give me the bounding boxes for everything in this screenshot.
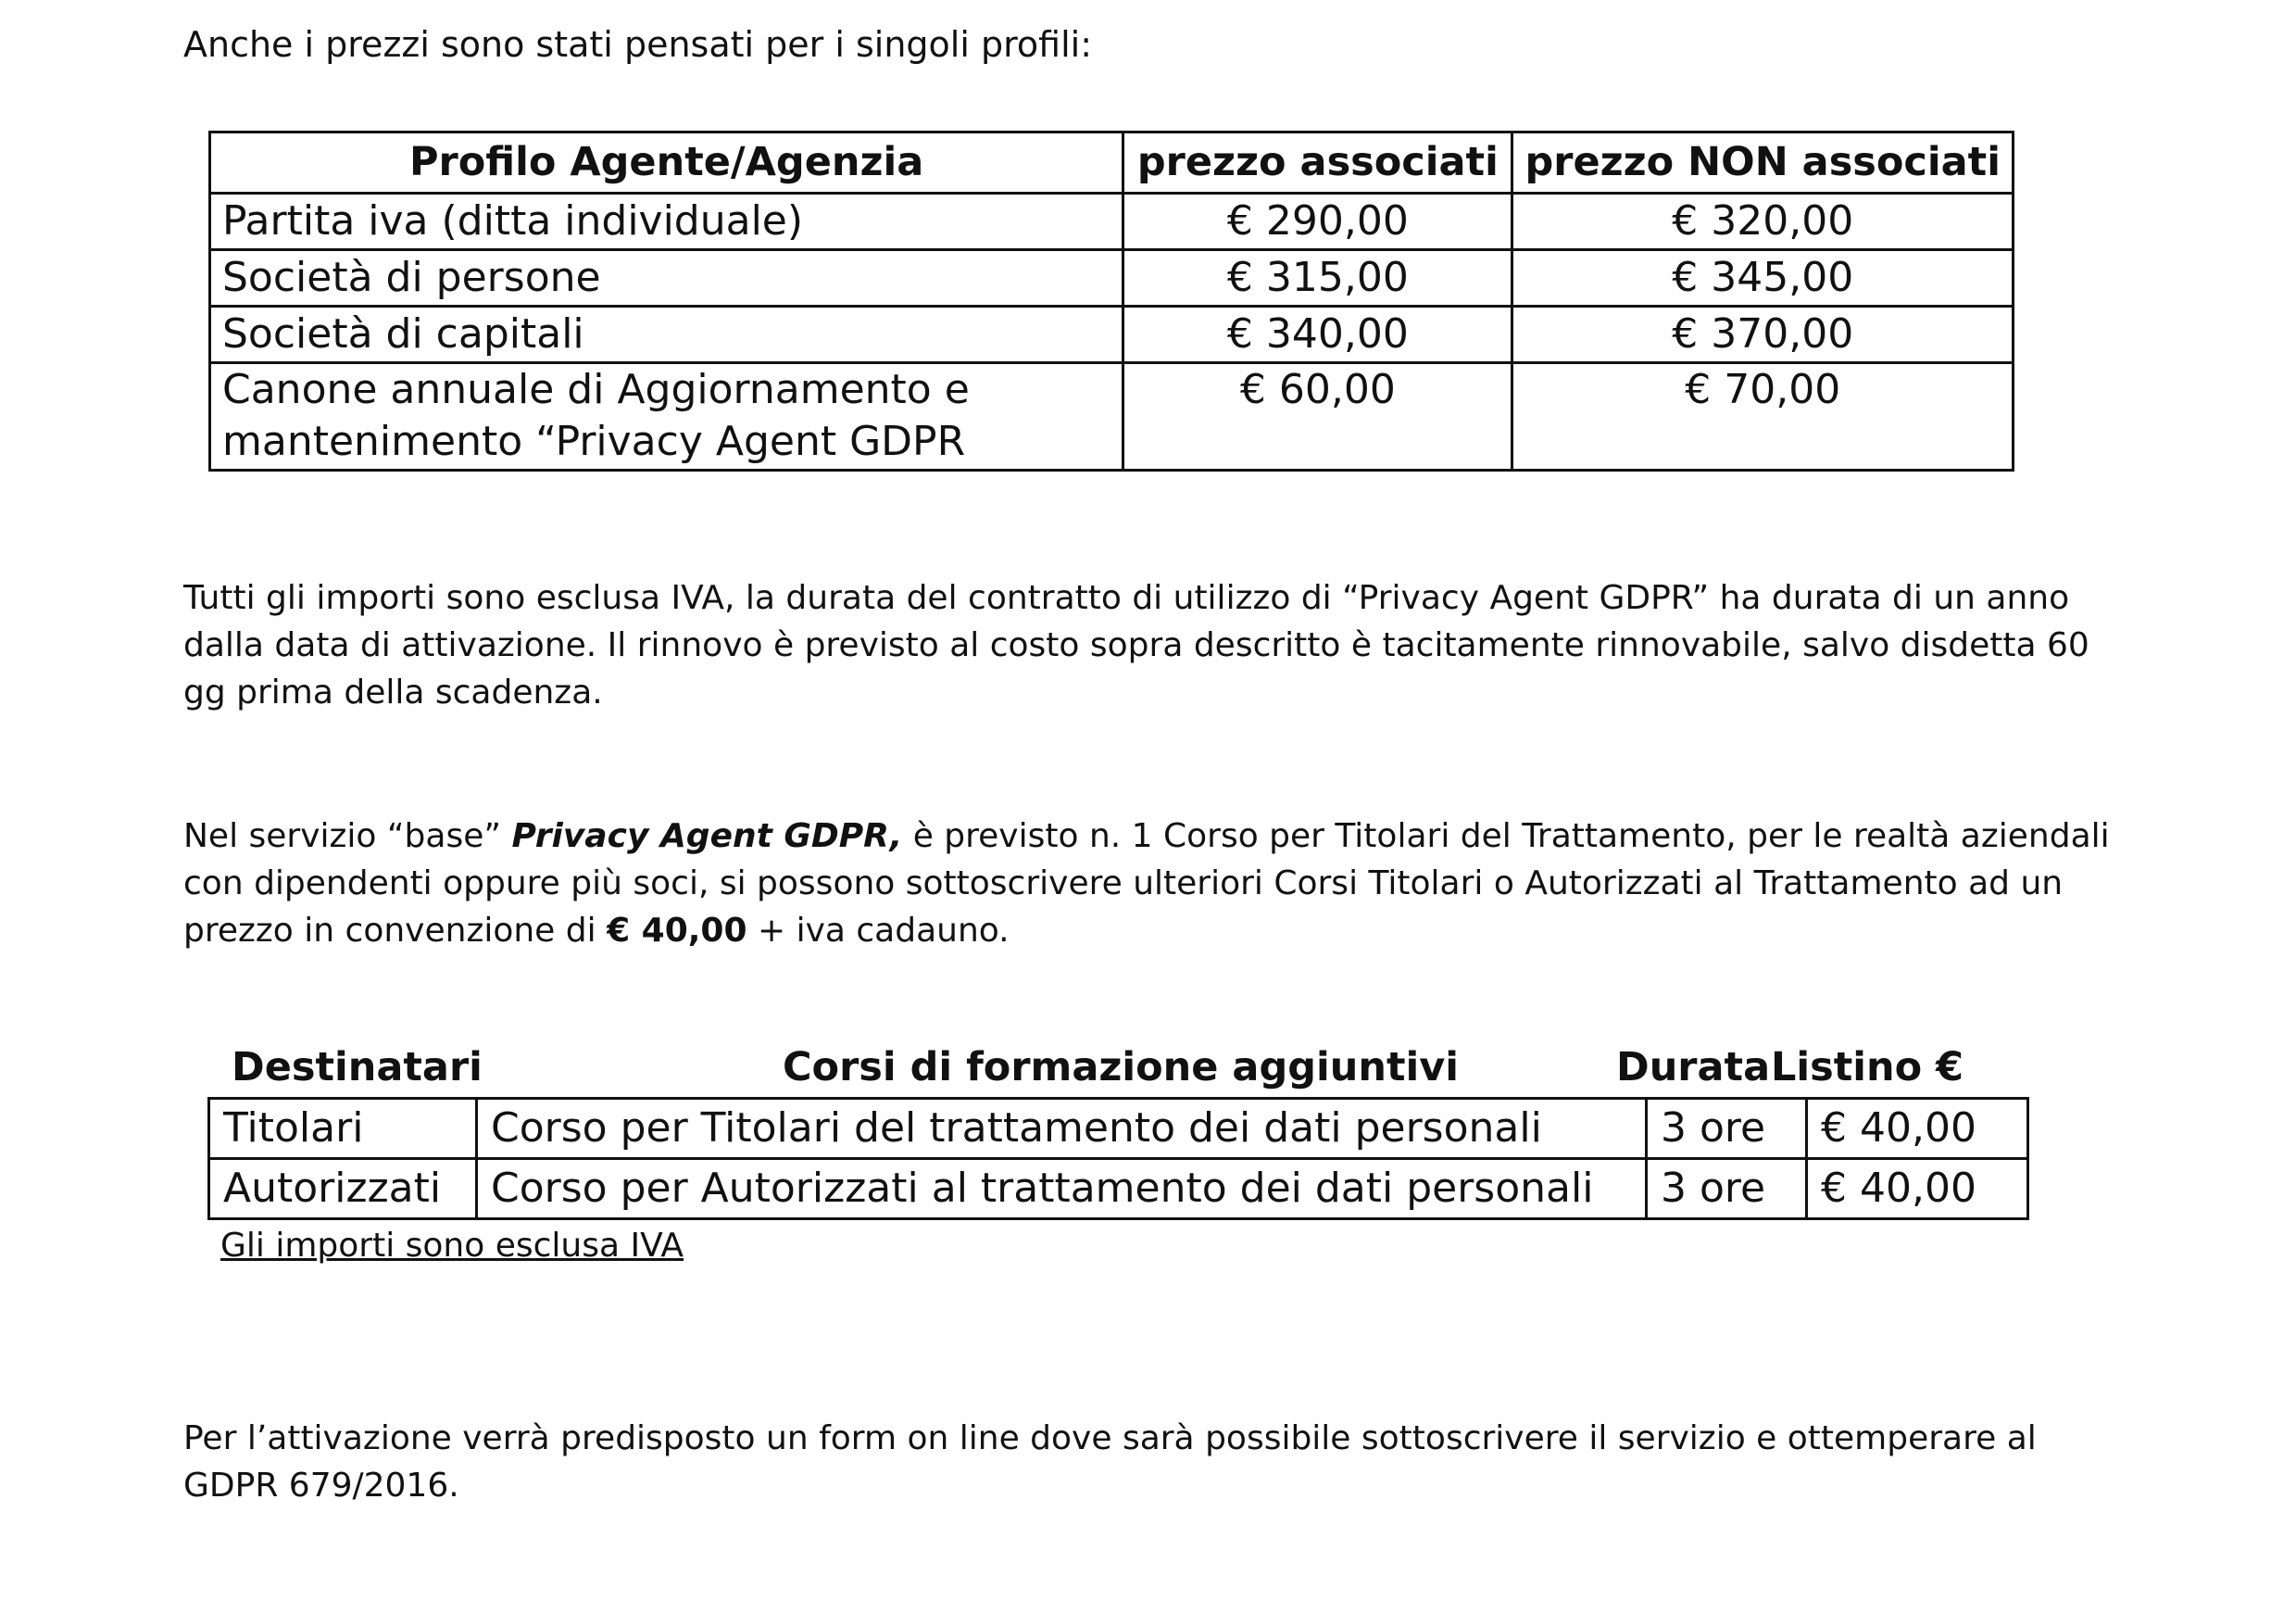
courses-header-destinatari: Destinatari (232, 1044, 483, 1090)
contract-terms-paragraph: Tutti gli importi sono esclusa IVA, la durata del contratto di utilizzo di “Privacy Agent GDPR” ha durata di un anno dalla data di attivazione. Il rinnovo è previsto al costo sopra descritto è tacitamente rinnovabile, salvo disdetta 60 gg prima della scadenza. (183, 579, 2089, 712)
profile-cell: Società di capitali (210, 307, 1123, 363)
header-profile: Profilo Agente/Agenzia (210, 132, 1123, 194)
duration-cell: 3 ore (1647, 1099, 1807, 1159)
price-associates-cell: € 60,00 (1123, 363, 1512, 471)
profile-cell: Partita iva (ditta individuale) (210, 194, 1123, 250)
price-associates-cell: € 315,00 (1123, 250, 1512, 307)
service-paragraph (183, 813, 2110, 954)
header-price-associates: prezzo associati (1123, 132, 1512, 194)
table-row (210, 363, 2014, 471)
service-paragraph-text: è previsto n. 1 Corso per Titolari del Trattamento, per le realtà aziendali con dipendenti oppure più soci, si possono sottoscrivere ulteriori Corsi Titolari o Autorizzati al Trattamento ad un prezzo in convenzione di (183, 817, 2110, 950)
list-price-cell: € 40,00 (1807, 1099, 2028, 1159)
service-paragraph-text: Nel servizio “base” (183, 817, 512, 855)
courses-table (207, 1097, 2029, 1220)
course-cell: Corso per Titolari del trattamento dei dati personali (477, 1099, 1647, 1159)
duration-cell: 3 ore (1647, 1159, 1807, 1219)
course-price: € 40,00 (607, 912, 747, 950)
courses-header-durata: Durata (1616, 1044, 1771, 1090)
course-cell: Corso per Autorizzati al trattamento dei dati personali (477, 1159, 1647, 1219)
profile-cell: Società di persone (210, 250, 1123, 307)
pricing-table (208, 131, 2014, 472)
recipient-cell: Autorizzati (209, 1159, 477, 1219)
intro-text: Anche i prezzi sono stati pensati per i singoli profili: (183, 24, 1093, 65)
product-name: Privacy Agent GDPR, (511, 817, 903, 855)
pricing-table-header (210, 132, 2014, 194)
price-non-associates-cell: € 345,00 (1512, 250, 2014, 307)
table-row (210, 307, 2014, 363)
table-row (210, 250, 2014, 307)
price-non-associates-cell: € 70,00 (1512, 363, 2014, 471)
courses-header-listino: Listino € (1771, 1044, 1964, 1090)
price-non-associates-cell: € 370,00 (1512, 307, 2014, 363)
service-paragraph-text: + iva cadauno. (747, 912, 1010, 950)
profile-cell-line: Canone annuale di Aggiornamento e (222, 366, 970, 413)
header-price-non-associates: prezzo NON associati (1512, 132, 2014, 194)
profile-cell-line: mantenimento “Privacy Agent GDPR (222, 418, 966, 465)
profile-cell (210, 363, 1123, 471)
table-row (209, 1099, 2028, 1159)
table-row (209, 1159, 2028, 1219)
price-associates-cell: € 340,00 (1123, 307, 1512, 363)
vat-note: Gli importi sono esclusa IVA (220, 1227, 684, 1265)
list-price-cell: € 40,00 (1807, 1159, 2028, 1219)
price-non-associates-cell: € 320,00 (1512, 194, 2014, 250)
table-row (210, 194, 2014, 250)
price-associates-cell: € 290,00 (1123, 194, 1512, 250)
recipient-cell: Titolari (209, 1099, 477, 1159)
courses-header-corsi: Corsi di formazione aggiuntivi (783, 1044, 1460, 1090)
activation-paragraph: Per l’attivazione verrà predisposto un form on line dove sarà possibile sottoscrivere il servizio e ottemperare al GDPR 679/2016. (183, 1419, 2037, 1505)
